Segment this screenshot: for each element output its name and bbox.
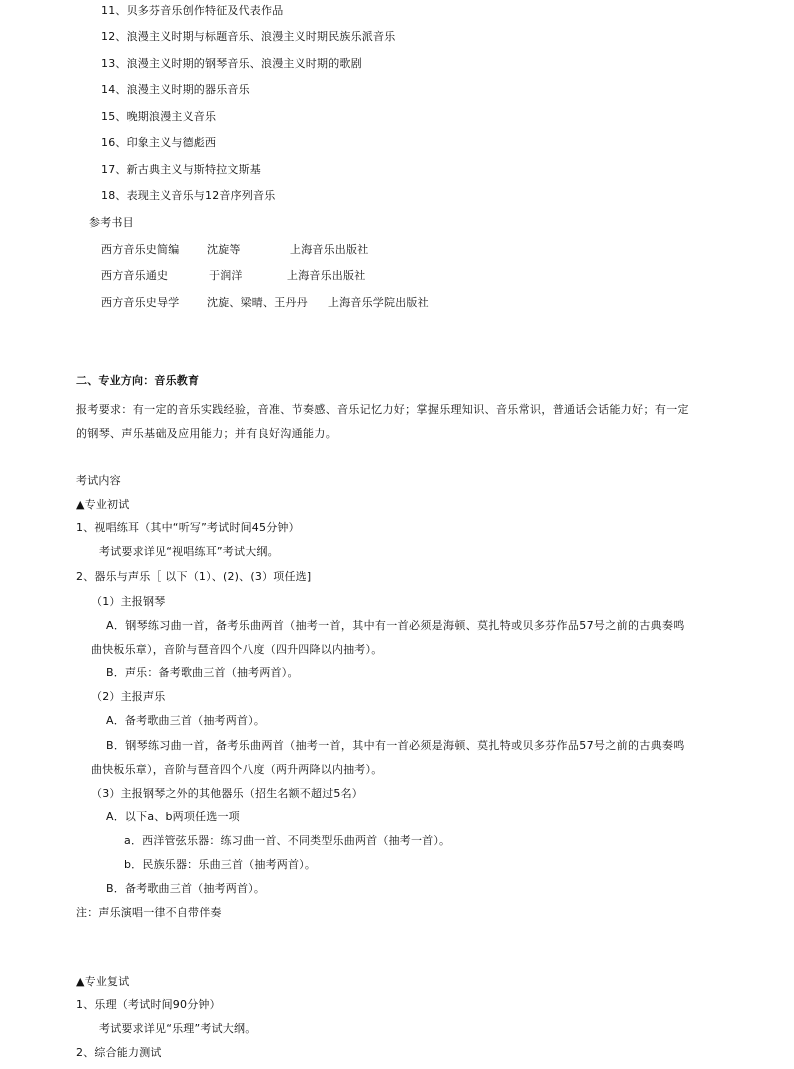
note-text: 注：声乐演唱一律不自带伴奏 (76, 906, 222, 919)
exam-item: 1、乐理（考试时间90分钟） (76, 998, 221, 1011)
outline-item: 13、浪漫主义时期的钢琴音乐、浪漫主义时期的歌剧 (101, 57, 362, 70)
outline-item: 14、浪漫主义时期的器乐音乐 (101, 83, 250, 96)
outline-item: 17、新古典主义与斯特拉文斯基 (101, 163, 261, 176)
book-title: 西方音乐史导学 (101, 296, 180, 309)
outline-item: 12、浪漫主义时期与标题音乐、浪漫主义时期民族乐派音乐 (101, 30, 396, 43)
sub-sub-item-text: a．西洋管弦乐器：练习曲一首、不同类型乐曲两首（抽考一首）。 (124, 834, 451, 847)
sub-item-text: 曲快板乐章），音阶与琶音四个八度（四升四降以内抽考）。 (91, 643, 383, 656)
sub-item-text: A．备考歌曲三首（抽考两首）。 (106, 714, 266, 727)
outline-item: 16、印象主义与德彪西 (101, 136, 217, 149)
exam-item: 1、视唱练耳（其中“听写”考试时间45分钟） (76, 521, 300, 534)
outline-item: 11、贝多芬音乐创作特征及代表作品 (101, 4, 284, 17)
references-heading: 参考书目 (89, 216, 134, 229)
book-publisher: 上海音乐出版社 (290, 243, 369, 256)
exam-item: 2、器乐与声乐［ 以下（1）、(2)、(3）项任选] (76, 570, 312, 583)
exam-item-note: 考试要求详见“乐理”考试大纲。 (99, 1022, 257, 1035)
initial-exam-heading: ▲专业初试 (76, 498, 130, 511)
book-author: 沈旋、梁晴、王丹丹 (207, 296, 308, 309)
book-author: 于润洋 (209, 269, 243, 282)
retest-heading: ▲专业复试 (76, 975, 130, 988)
section-heading: 二、专业方向：音乐教育 (76, 374, 200, 387)
exam-item-note: 考试要求详见“视唱练耳”考试大纲。 (99, 545, 279, 558)
sub-item-text: A．钢琴练习曲一首，备考乐曲两首（抽考一首，其中有一首必须是海顿、莫扎特或贝多芬作品57号之前的古典奏鸣 (106, 619, 685, 632)
exam-item: 2、综合能力测试 (76, 1046, 162, 1059)
sub-item-text: A．以下a、b两项任选一项 (106, 810, 240, 823)
sub-item-text: B．钢琴练习曲一首，备考乐曲两首（抽考一首，其中有一首必须是海顿、莫扎特或贝多芬作品57号之前的古典奏鸣 (106, 739, 685, 752)
sub-item-text: B．备考歌曲三首（抽考两首）。 (106, 882, 266, 895)
book-title: 西方音乐通史 (101, 269, 169, 282)
sub-item-text: 曲快板乐章），音阶与琶音四个八度（两升两降以内抽考）。 (91, 763, 383, 776)
sub-item-text: B．声乐：备考歌曲三首（抽考两首）。 (106, 666, 299, 679)
outline-item: 18、表现主义音乐与12音序列音乐 (101, 189, 276, 202)
requirements-text: 报考要求：有一定的音乐实践经验，音准、节奏感、音乐记忆力好；掌握乐理知识、音乐常识，普通话会话能力好；有一定 (76, 403, 689, 416)
book-title: 西方音乐史简编 (101, 243, 180, 256)
sub-heading: （2）主报声乐 (91, 690, 166, 703)
sub-sub-item-text: b．民族乐器：乐曲三首（抽考两首）。 (124, 858, 317, 871)
exam-content-label: 考试内容 (76, 474, 121, 487)
sub-heading: （1）主报钢琴 (91, 595, 166, 608)
book-publisher: 上海音乐出版社 (287, 269, 366, 282)
book-author: 沈旋等 (207, 243, 241, 256)
requirements-text: 的钢琴、声乐基础及应用能力；并有良好沟通能力。 (76, 427, 338, 440)
book-publisher: 上海音乐学院出版社 (328, 296, 429, 309)
sub-heading: （3）主报钢琴之外的其他器乐（招生名额不超过5名） (91, 787, 363, 800)
outline-item: 15、晚期浪漫主义音乐 (101, 110, 217, 123)
